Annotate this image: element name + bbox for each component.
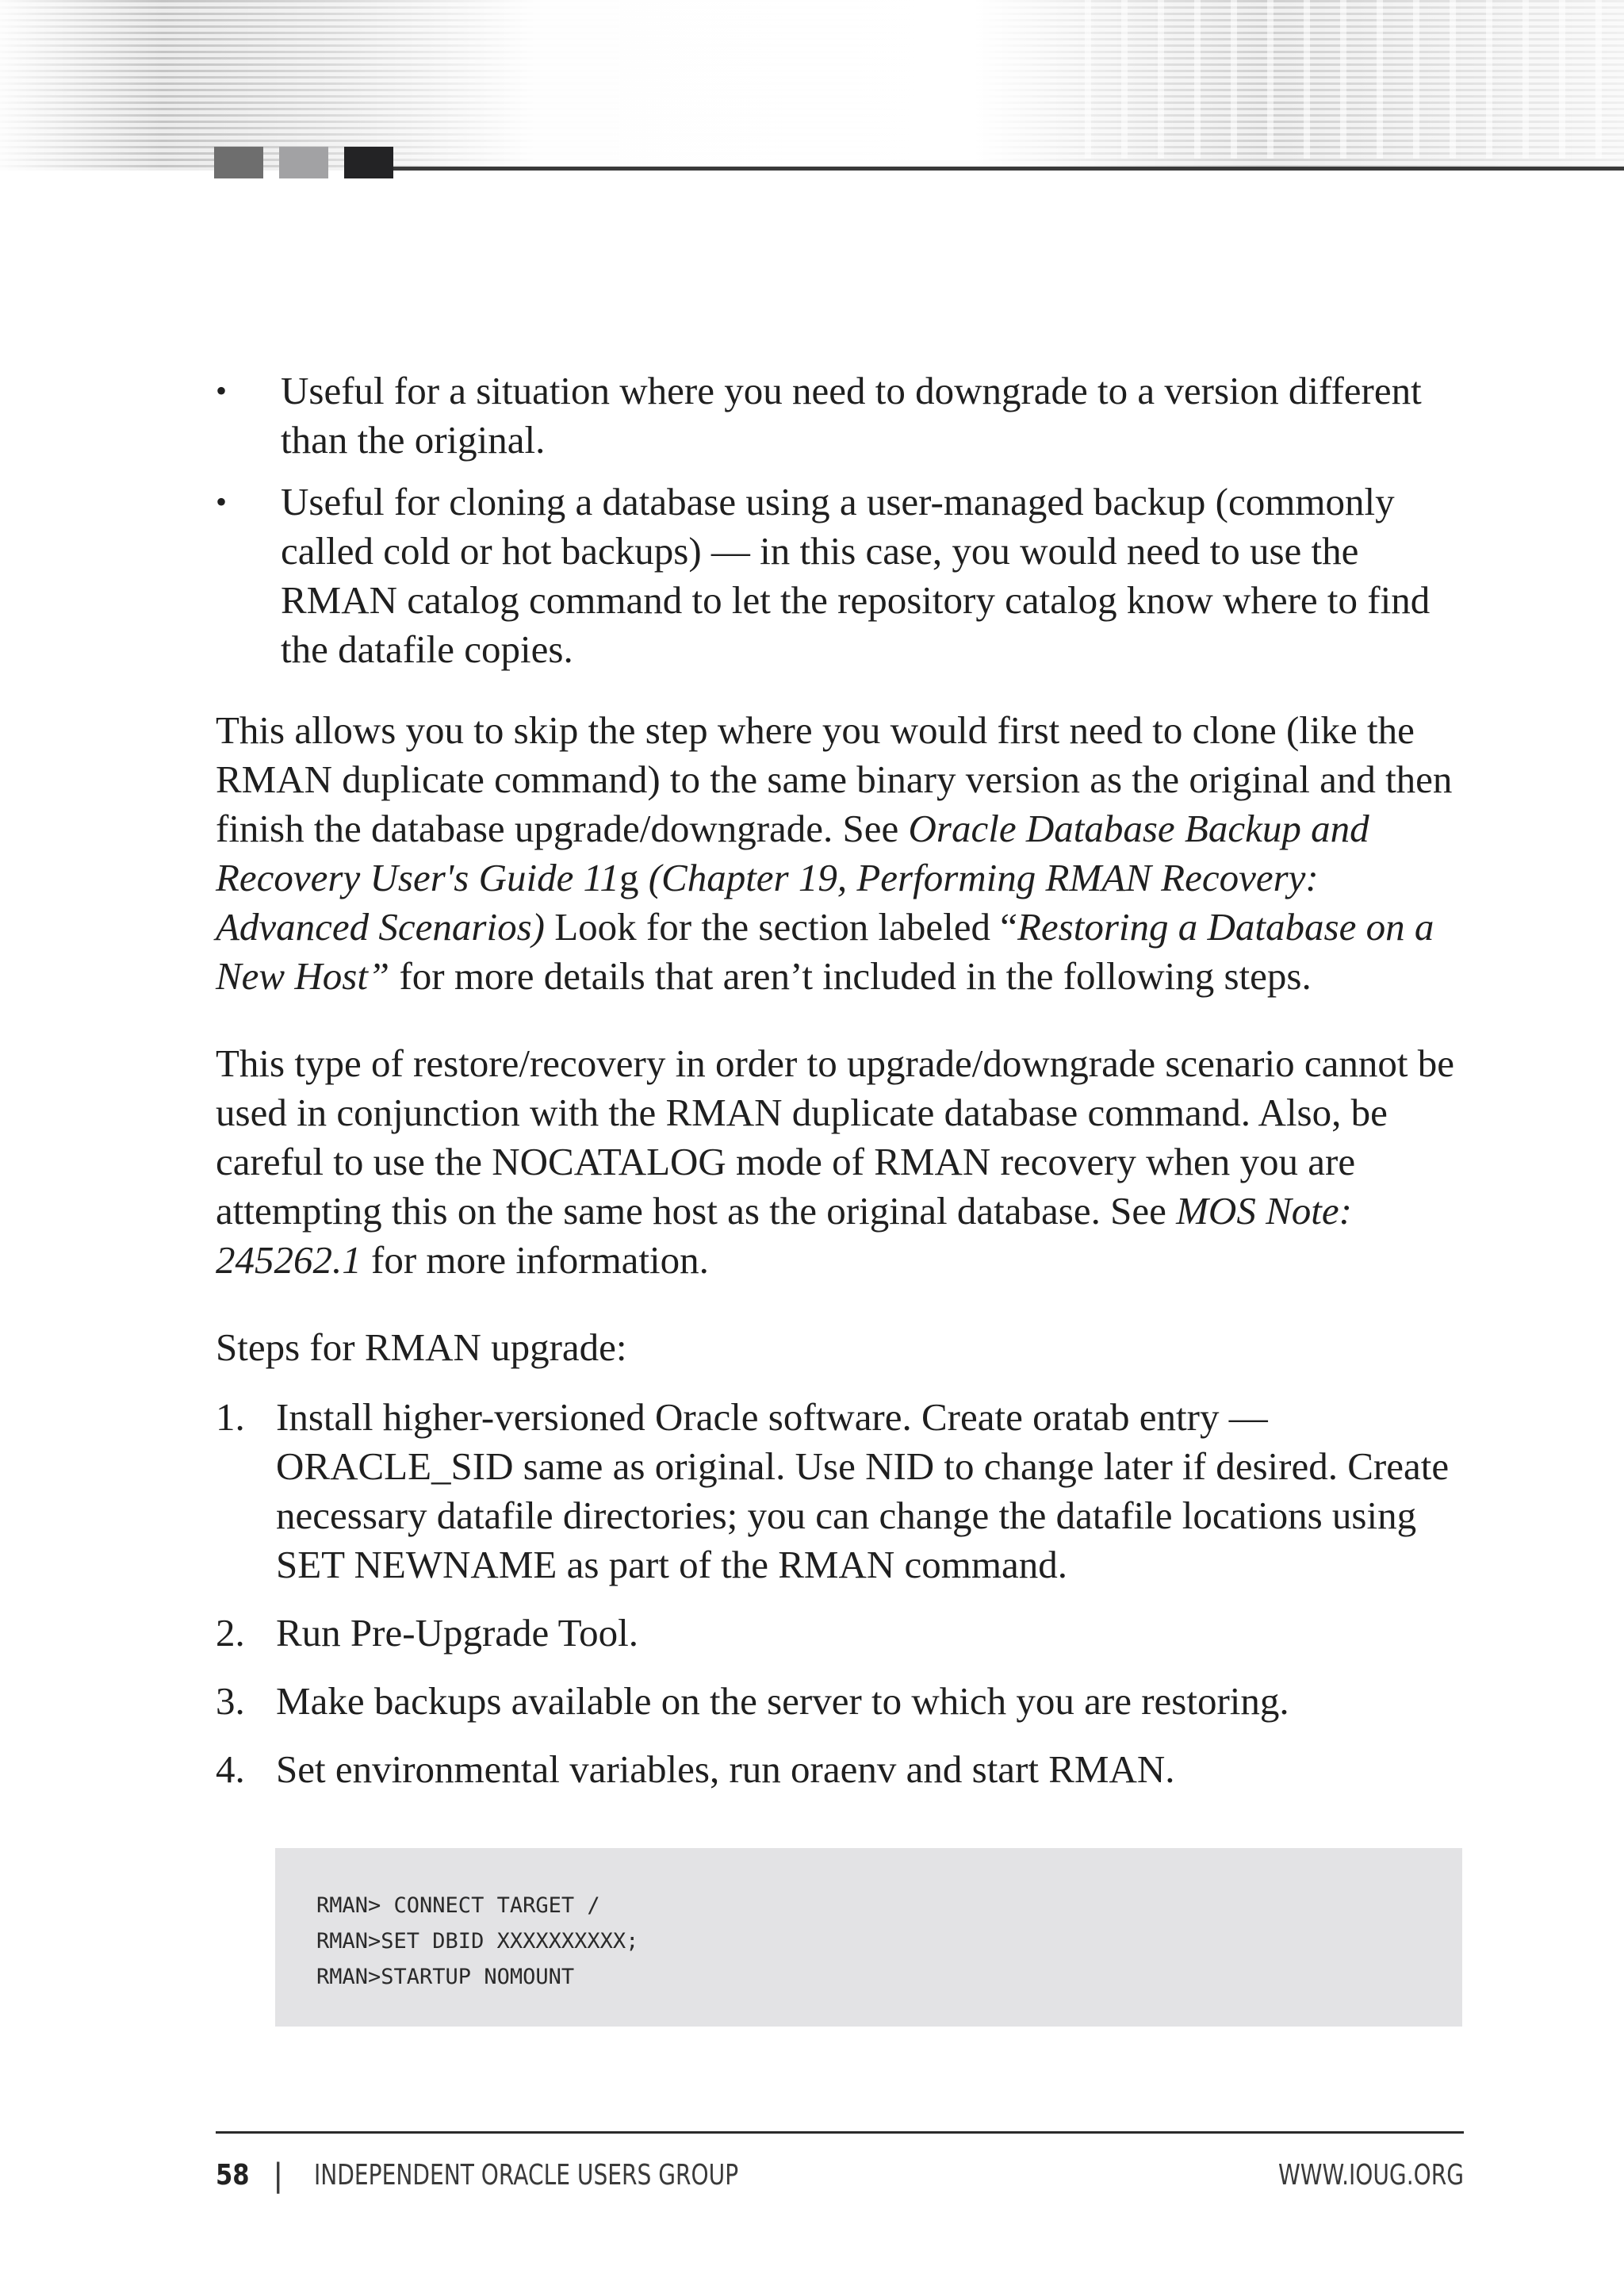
page-header-decoration xyxy=(0,0,1624,178)
steps-list xyxy=(216,1393,1462,1794)
header-square-light-gray xyxy=(279,147,328,178)
paragraph-text: for more details that aren’t included in the following steps. xyxy=(389,954,1312,998)
step-text: Install higher-versioned Oracle software. Create oratab entry — ORACLE_SID same as original. Use NID to change later if desired. Create necessary datafile directories; you can change the datafile locations using SET NEWNAME as part of the RMAN command. xyxy=(276,1395,1450,1586)
footer-website: WWW.IOUG.ORG xyxy=(1278,2159,1464,2192)
step-number: 3. xyxy=(216,1679,245,1723)
step-number: 4. xyxy=(216,1747,245,1791)
paragraph-text: This type of restore/recovery in order to upgrade/downgrade scenario cannot be used in conjunction with the RMAN duplicate database command. Also, be careful to use the NOCATALOG mode of RMAN recovery when you are attempting this on the same host as the original database. See xyxy=(216,1041,1454,1233)
paragraph-skip-clone xyxy=(216,706,1462,1001)
bullet-text: Useful for cloning a database using a user-managed backup (commonly called cold or hot backups) — in this case, you would need to use the RMAN catalog command to let the repository catalog know where to find the datafile copies. xyxy=(281,480,1431,671)
bullet-text: Useful for a situation where you need to downgrade to a version different than the original. xyxy=(281,369,1422,462)
code-line: RMAN>SET DBID XXXXXXXXXX; xyxy=(316,1929,639,1954)
header-rule xyxy=(349,167,1624,171)
step-item xyxy=(216,1677,1462,1726)
step-item xyxy=(216,1609,1462,1658)
paragraph-text: for more information. xyxy=(361,1238,709,1282)
page-footer xyxy=(216,2159,1464,2207)
step-number: 2. xyxy=(216,1611,245,1655)
paragraph-text: Look for the section labeled “ xyxy=(545,905,1017,949)
step-text: Make backups available on the server to which you are restoring. xyxy=(276,1679,1289,1723)
paragraph-restore-caution xyxy=(216,1039,1462,1285)
steps-heading: Steps for RMAN upgrade: xyxy=(216,1325,627,1369)
bullet-item xyxy=(216,366,1462,465)
code-block xyxy=(275,1848,1462,2027)
footer-rule xyxy=(216,2131,1464,2134)
page-body xyxy=(216,366,1462,1813)
step-number: 1. xyxy=(216,1395,245,1439)
code-line: RMAN>STARTUP NOMOUNT xyxy=(316,1965,575,1989)
paragraph-text: This allows you to skip the step where you would first need to clone (like the RMAN duplicate command) to the same binary version as the original and then finish the database upgrade/downgrade. See xyxy=(216,708,1453,850)
header-square-black xyxy=(344,147,393,178)
step-item xyxy=(216,1393,1462,1589)
book-title: Oracle Database Backup and Recovery User's Guide 11 xyxy=(216,807,1369,899)
header-square-mid-gray xyxy=(214,147,263,178)
mos-note-reference: MOS Note: 245262.1 xyxy=(216,1189,1352,1282)
bullet-dot-icon: • xyxy=(216,373,228,408)
footer-separator: | xyxy=(273,2157,284,2194)
step-text: Set environmental variables, run oraenv and start RMAN. xyxy=(276,1747,1175,1791)
bullet-dot-icon: • xyxy=(216,484,228,520)
bullet-list xyxy=(216,366,1462,674)
chapter-reference: (Chapter 19, Performing RMAN Recovery: Advanced Scenarios) xyxy=(216,856,1319,949)
footer-organization: INDEPENDENT ORACLE USERS GROUP xyxy=(314,2159,739,2192)
step-text: Run Pre-Upgrade Tool. xyxy=(276,1611,639,1655)
section-reference: Restoring a Database on a New Host” xyxy=(216,905,1434,998)
page-number: 58 xyxy=(216,2159,250,2192)
step-item xyxy=(216,1745,1462,1794)
paragraph-text: g xyxy=(619,856,639,899)
code-line: RMAN> CONNECT TARGET / xyxy=(316,1893,600,1918)
header-vertical-bars xyxy=(1055,0,1624,159)
bullet-item xyxy=(216,477,1462,674)
